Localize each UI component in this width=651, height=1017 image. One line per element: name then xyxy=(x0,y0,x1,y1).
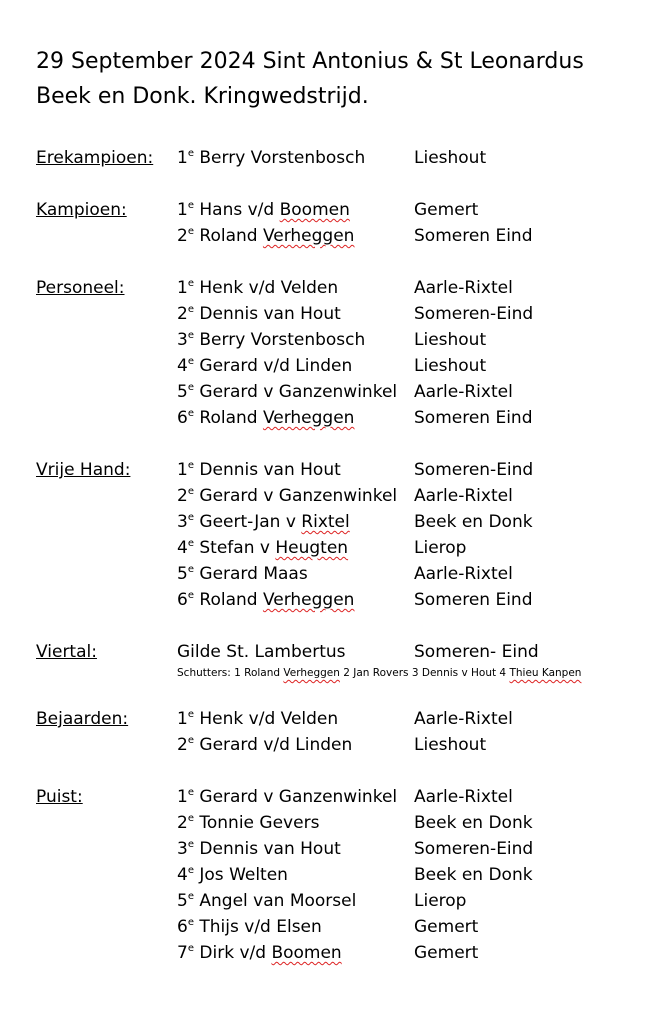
competitor-name: 4e Jos Welten xyxy=(177,865,288,885)
competitor-place: Lieshout xyxy=(414,356,487,376)
category-label: Erekampioen: xyxy=(36,148,154,168)
competitor-name: 1e Hans v/d Boomen xyxy=(177,200,350,220)
competitor-place: Someren Eind xyxy=(414,408,533,428)
competitor-name: 1e Gerard v Ganzenwinkel xyxy=(177,787,398,807)
competitor-name: 3e Berry Vorstenbosch xyxy=(177,330,366,350)
competitor-place: Someren-Eind xyxy=(414,839,534,859)
competitor-name: 4e Stefan v Heugten xyxy=(177,538,349,558)
result-row xyxy=(36,353,636,379)
competitor-place: Aarle-Rixtel xyxy=(414,709,513,729)
competitor-name: 1e Henk v/d Velden xyxy=(177,278,339,298)
competitor-name: 5e Gerard v Ganzenwinkel xyxy=(177,382,398,402)
competitor-name: 3e Dennis van Hout xyxy=(177,839,341,859)
competitor-place: Beek en Donk xyxy=(414,865,533,885)
result-row xyxy=(36,862,636,888)
competitor-place: Aarle-Rixtel xyxy=(414,787,513,807)
category-label: Bejaarden: xyxy=(36,709,129,729)
competitor-name: 5e Angel van Moorsel xyxy=(177,891,357,911)
result-row xyxy=(36,379,636,405)
competitor-place: Someren-Eind xyxy=(414,304,534,324)
section-personeel xyxy=(36,275,636,431)
result-row xyxy=(36,223,636,249)
competitor-place: Someren Eind xyxy=(414,226,533,246)
competitor-place: Lieshout xyxy=(414,148,487,168)
competitor-place: Beek en Donk xyxy=(414,813,533,833)
title-line-2: Beek en Donk. Kringwedstrijd. xyxy=(36,84,369,109)
competitor-name: 4e Gerard v/d Linden xyxy=(177,356,353,376)
result-row xyxy=(36,275,636,301)
result-row xyxy=(36,457,636,483)
competitor-name: 1e Henk v/d Velden xyxy=(177,709,339,729)
competitor-name: 5e Gerard Maas xyxy=(177,564,308,584)
category-label: Puist: xyxy=(36,787,83,807)
result-row xyxy=(36,197,636,223)
result-row xyxy=(36,888,636,914)
competitor-place: Lieshout xyxy=(414,330,487,350)
shooters-note: Schutters: 1 Roland Verheggen 2 Jan Rovers 3 Dennis v Hout 4 Thieu Kanpen xyxy=(177,667,582,679)
result-row xyxy=(36,706,636,732)
document-title xyxy=(36,44,636,114)
section-erekampioen xyxy=(36,145,636,171)
competitor-name: 6e Thijs v/d Elsen xyxy=(177,917,322,937)
section-puist xyxy=(36,784,636,966)
section-bejaarden xyxy=(36,706,636,758)
result-row xyxy=(36,509,636,535)
competitor-place: Someren Eind xyxy=(414,590,533,610)
competitor-name: 1e Berry Vorstenbosch xyxy=(177,148,366,168)
competitor-place: Beek en Donk xyxy=(414,512,533,532)
title-line-1: 29 September 2024 Sint Antonius & St Leonardus xyxy=(36,49,584,74)
result-row xyxy=(36,836,636,862)
competitor-place: Aarle-Rixtel xyxy=(414,278,513,298)
section-viertal xyxy=(36,639,636,679)
result-row xyxy=(36,784,636,810)
result-row xyxy=(36,483,636,509)
competitor-name: 7e Dirk v/d Boomen xyxy=(177,943,342,963)
category-label: Viertal: xyxy=(36,642,97,662)
category-label: Personeel: xyxy=(36,278,125,298)
competitor-place: Gemert xyxy=(414,200,479,220)
competitor-place: Aarle-Rixtel xyxy=(414,382,513,402)
competitor-name: 2e Roland Verheggen xyxy=(177,226,355,246)
result-row xyxy=(36,535,636,561)
competitor-name: 1e Dennis van Hout xyxy=(177,460,341,480)
competitor-name: 2e Tonnie Gevers xyxy=(177,813,320,833)
competitor-place: Aarle-Rixtel xyxy=(414,486,513,506)
competitor-place: Gemert xyxy=(414,917,479,937)
section-kampioen xyxy=(36,197,636,249)
competitor-name: 2e Dennis van Hout xyxy=(177,304,341,324)
result-row xyxy=(36,639,636,665)
competitor-name: 6e Roland Verheggen xyxy=(177,408,355,428)
competitor-place: Gemert xyxy=(414,943,479,963)
result-row xyxy=(36,327,636,353)
competitor-name: 6e Roland Verheggen xyxy=(177,590,355,610)
competitor-place: Lierop xyxy=(414,538,467,558)
result-row xyxy=(36,940,636,966)
section-vrije-hand xyxy=(36,457,636,613)
team-place: Someren- Eind xyxy=(414,642,539,662)
competitor-name: 2e Gerard v/d Linden xyxy=(177,735,353,755)
category-label: Kampioen: xyxy=(36,200,127,220)
result-row xyxy=(36,561,636,587)
result-row xyxy=(36,732,636,758)
category-label: Vrije Hand: xyxy=(36,460,131,480)
result-row xyxy=(36,405,636,431)
competitor-place: Aarle-Rixtel xyxy=(414,564,513,584)
result-row xyxy=(36,145,636,171)
competitor-place: Lierop xyxy=(414,891,467,911)
result-row xyxy=(36,301,636,327)
result-row xyxy=(36,810,636,836)
competitor-place: Lieshout xyxy=(414,735,487,755)
result-row xyxy=(36,914,636,940)
team-name: Gilde St. Lambertus xyxy=(177,642,346,662)
competitor-place: Someren-Eind xyxy=(414,460,534,480)
competitor-name: 2e Gerard v Ganzenwinkel xyxy=(177,486,398,506)
result-row xyxy=(36,587,636,613)
competitor-name: 3e Geert-Jan v Rixtel xyxy=(177,512,350,532)
